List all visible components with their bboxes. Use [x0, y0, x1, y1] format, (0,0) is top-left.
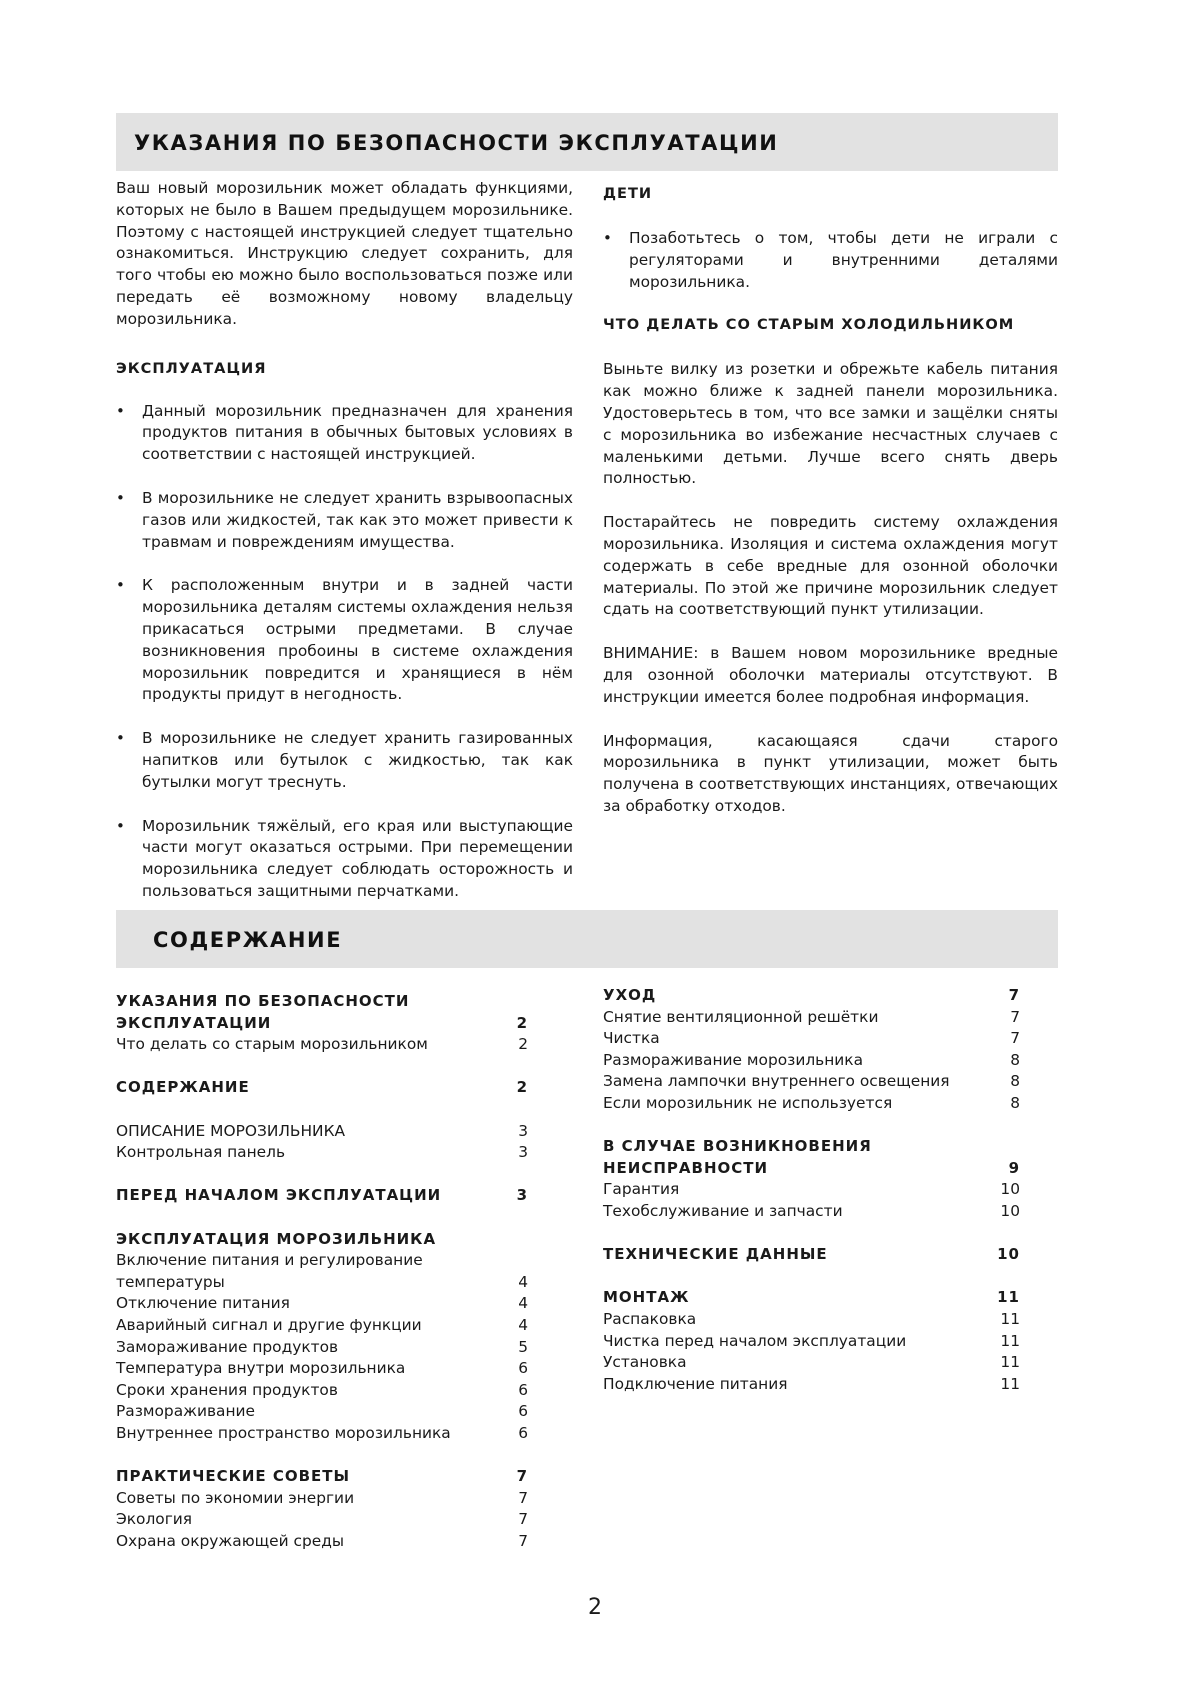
page-ref: 7 [518, 1488, 528, 1507]
toc-heading: НЕИСПРАВНОСТИ 9 [603, 1158, 1020, 1180]
page-ref: 11 [1000, 1331, 1020, 1350]
page-ref: 8 [1010, 1050, 1020, 1069]
toc-heading: ПЕРЕД НАЧАЛОМ ЭКСПЛУАТАЦИИ 3 [116, 1185, 528, 1207]
contents-header-band [116, 910, 1058, 968]
bullet-icon: • [116, 401, 125, 420]
page-ref: 2 [516, 1078, 528, 1097]
toc-left-column [116, 991, 528, 1552]
children-list [603, 228, 1058, 293]
page-ref: 4 [518, 1272, 528, 1291]
toc-entry: Чистка перед началом эксплуатации 11 [603, 1331, 1020, 1353]
toc-entry: Советы по экономии энергии 7 [116, 1488, 528, 1510]
page-ref: 6 [518, 1380, 528, 1399]
page-ref: 7 [518, 1531, 528, 1550]
old-fridge-paragraph: Постарайтесь не повредить систему охлаждения морозильника. Изоляция и система охлаждения могут содержать в себе вредные для озонной оболочки материалы. По этой же причине морозильник следует сдать на соответствующий пункт утилизации. [603, 513, 1058, 619]
page-ref: 7 [516, 1467, 528, 1486]
toc-entry: Снятие вентиляционной решётки 7 [603, 1007, 1020, 1029]
toc-entry: Включение питания и регулирование [116, 1251, 423, 1270]
page-ref: 3 [518, 1121, 528, 1140]
list-item: • Данный морозильник предназначен для хранения продуктов питания в обычных бытовых условиях в соответствии с настоящей инструкцией. [116, 401, 573, 464]
toc-entry: Температура внутри морозильника 6 [116, 1358, 528, 1380]
safety-left-column [116, 178, 573, 903]
page-ref: 4 [518, 1315, 528, 1334]
page-number: 2 [588, 1595, 602, 1620]
list-item: • Позаботьтесь о том, чтобы дети не играли с регуляторами и внутренними деталями морозильника. [603, 229, 1058, 291]
old-fridge-heading: ЧТО ДЕЛАТЬ СО СТАРЫМ ХОЛОДИЛЬНИКОМ [603, 316, 1015, 334]
page-ref: 11 [997, 1288, 1020, 1307]
page-ref: 10 [1000, 1201, 1020, 1220]
page-ref: 11 [1000, 1374, 1020, 1393]
page-ref: 2 [518, 1035, 528, 1054]
toc-entry: Размораживание 6 [116, 1401, 528, 1423]
bullet-icon: • [116, 576, 125, 595]
safety-right-column [603, 184, 1058, 818]
toc-right-column [603, 985, 1020, 1395]
page-ref: 2 [516, 1013, 528, 1032]
bullet-icon: • [116, 488, 125, 507]
recycling-paragraph: Информация, касающаяся сдачи старого морозильника в пункт утилизации, может быть получена в соответствующих инстанциях, отвечающих за обработку отходов. [603, 731, 1058, 815]
toc-entry: температуры 4 [116, 1272, 528, 1294]
bullet-icon: • [116, 729, 125, 748]
old-fridge-paragraph: Выньте вилку из розетки и обрежьте кабель питания как можно ближе к задней панели морозильника. Удостоверьтесь в том, что все замки и защёлки сняты с морозильника во избежание несчастных случаев с маленькими детьми. Лучше всего снять дверь полностью. [603, 360, 1058, 488]
page-ref: 5 [518, 1337, 528, 1356]
list-item: • В морозильнике не следует хранить взрывоопасных газов или жидкостей, так как это может привести к травмам и повреждениям имущества. [116, 488, 573, 551]
list-item: • Морозильник тяжёлый, его края или выступающие части могут оказаться острыми. При перемещении морозильника следует соблюдать осторожность и пользоваться защитными перчатками. [116, 816, 573, 900]
toc-entry: Техобслуживание и запчасти 10 [603, 1201, 1020, 1223]
toc-heading: УХОД 7 [603, 985, 1020, 1007]
operation-heading: ЭКСПЛУАТАЦИЯ [116, 359, 267, 377]
toc-heading: МОНТАЖ 11 [603, 1287, 1020, 1309]
toc-entry: Размораживание морозильника 8 [603, 1050, 1020, 1072]
page-ref: 4 [518, 1294, 528, 1313]
toc-entry: Замораживание продуктов 5 [116, 1337, 528, 1359]
page-ref: 10 [1000, 1180, 1020, 1199]
toc-entry: Что делать со старым морозильником 2 [116, 1034, 528, 1056]
list-item: • К расположенным внутри и в задней части морозильника деталям системы охлаждения нельзя прикасаться острыми предметами. В случае возникновения пробоины в системе охлаждения морозильник повредится и хранящиеся в нём продукты придут в негодность. [116, 576, 573, 704]
toc-heading: ЭКСПЛУАТАЦИЯ МОРОЗИЛЬНИКА [116, 1229, 437, 1248]
page-ref: 7 [518, 1510, 528, 1529]
page-ref: 6 [518, 1359, 528, 1378]
page-ref: 3 [518, 1143, 528, 1162]
toc-heading: СОДЕРЖАНИЕ 2 [116, 1077, 528, 1099]
bullet-icon: • [116, 816, 125, 835]
toc-entry: Отключение питания 4 [116, 1293, 528, 1315]
page-ref: 11 [1000, 1353, 1020, 1372]
safety-title: УКАЗАНИЯ ПО БЕЗОПАСНОСТИ ЭКСПЛУАТАЦИИ [134, 131, 779, 155]
toc-entry: Охрана окружающей среды 7 [116, 1531, 528, 1553]
operation-list [116, 401, 573, 903]
toc-entry: Контрольная панель 3 [116, 1142, 528, 1164]
toc-heading: ЭКСПЛУАТАЦИИ 2 [116, 1013, 528, 1035]
toc-entry: Сроки хранения продуктов 6 [116, 1380, 528, 1402]
toc-heading: УКАЗАНИЯ ПО БЕЗОПАСНОСТИ [116, 992, 410, 1010]
page-ref: 8 [1010, 1072, 1020, 1091]
toc-entry: Чистка 7 [603, 1028, 1020, 1050]
toc-entry: Подключение питания 11 [603, 1374, 1020, 1396]
toc-entry: Внутреннее пространство морозильника 6 [116, 1423, 528, 1445]
toc-entry: Распаковка 11 [603, 1309, 1020, 1331]
toc-entry: Если морозильник не используется 8 [603, 1093, 1020, 1115]
page-ref: 7 [1010, 1007, 1020, 1026]
toc-heading: В СЛУЧАЕ ВОЗНИКНОВЕНИЯ [603, 1137, 872, 1156]
intro-paragraph: Ваш новый морозильник может обладать функциями, которых не было в Вашем предыдущем морозильнике. Поэтому с настоящей инструкцией следует тщательно ознакомиться. Инструкцию следует сохранить, для того чтобы ею можно было воспользоваться позже или передать её возможному новому владельцу морозильника. [116, 179, 573, 328]
list-item: • В морозильнике не следует хранить газированных напитков или бутылок с жидкостью, так как бутылки могут треснуть. [116, 729, 573, 791]
toc-heading: ПРАКТИЧЕСКИЕ СОВЕТЫ 7 [116, 1466, 528, 1488]
page-ref: 7 [1010, 1029, 1020, 1048]
page-ref: 10 [997, 1245, 1020, 1264]
page-ref: 7 [1008, 986, 1020, 1004]
page-ref: 8 [1010, 1093, 1020, 1112]
safety-header-band [116, 113, 1058, 171]
toc-entry: ОПИСАНИЕ МОРОЗИЛЬНИКА 3 [116, 1121, 528, 1143]
toc-entry: Замена лампочки внутреннего освещения 8 [603, 1071, 1020, 1093]
page-ref: 3 [516, 1186, 528, 1205]
toc-entry: Аварийный сигнал и другие функции 4 [116, 1315, 528, 1337]
warning-paragraph: ВНИМАНИЕ: в Вашем новом морозильнике вредные для озонной оболочки материалы отсутствуют. В инструкции имеется более подробная информация. [603, 644, 1058, 706]
toc-entry: Гарантия 10 [603, 1179, 1020, 1201]
page-ref: 6 [518, 1402, 528, 1421]
toc-entry: Экология 7 [116, 1509, 528, 1531]
page-ref: 6 [518, 1423, 528, 1442]
toc-entry: Установка 11 [603, 1352, 1020, 1374]
page-ref: 9 [1008, 1158, 1020, 1177]
page-ref: 11 [1000, 1309, 1020, 1328]
toc-heading: ТЕХНИЧЕСКИЕ ДАННЫЕ 10 [603, 1244, 1020, 1266]
contents-title: СОДЕРЖАНИЕ [153, 928, 343, 952]
children-heading: ДЕТИ [603, 185, 653, 202]
bullet-icon: • [603, 229, 612, 247]
